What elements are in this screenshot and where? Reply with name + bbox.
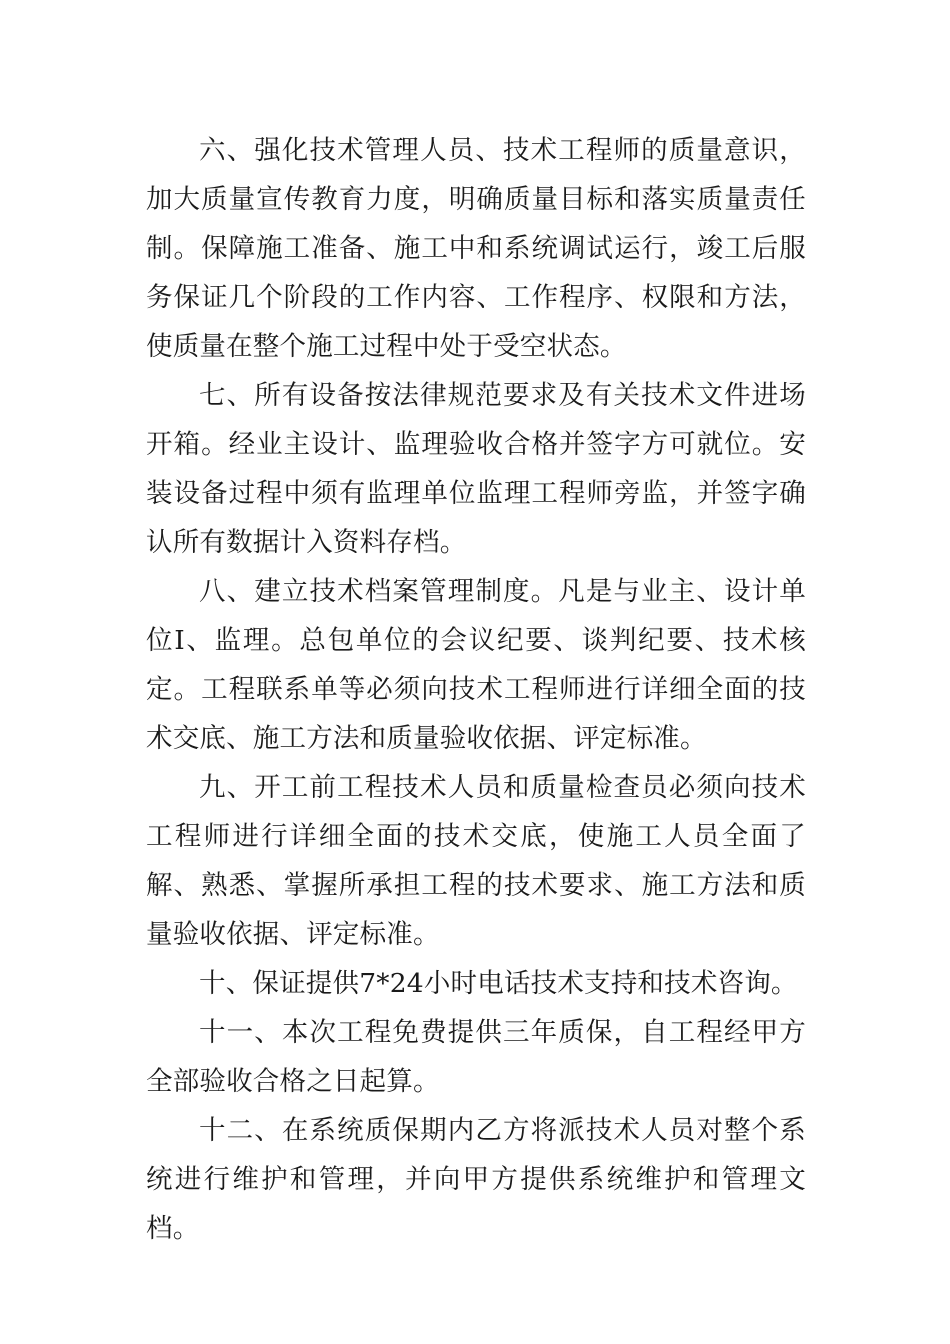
paragraph-seven: 七、所有设备按法律规范要求及有关技术文件进场开箱。经业主设计、监理验收合格并签字方可就位。安装设备过程中须有监理单位监理工程师旁监，并签字确认所有数据计入资料存档。 [146,380,806,558]
paragraph-twelve: 十二、在系统质保期内乙方将派技术人员对整个系统进行维护和管理，并向甲方提供系统维护和管理文档。 [146,1115,806,1244]
paragraph-nine: 九、开工前工程技术人员和质量检查员必须向技术工程师进行详细全面的技术交底，使施工人员全面了解、熟悉、掌握所承担工程的技术要求、施工方法和质量验收依据、评定标准。 [146,772,806,950]
paragraph-ten: 十、保证提供7*24小时电话技术支持和技术咨询。 [199,968,798,999]
paragraph-eight: 八、建立技术档案管理制度。凡是与业主、设计单位I、监理。总包单位的会议纪要、谈判纪要、技术核定。工程联系单等必须向技术工程师进行详细全面的技术交底、施工方法和质量验收依据、评定标准。 [146,576,806,754]
paragraph-six: 六、强化技术管理人员、技术工程师的质量意识，加大质量宣传教育力度，明确质量目标和落实质量责任制。保障施工准备、施工中和系统调试运行，竣工后服务保证几个阶段的工作内容、工作程序、权限和方法，使质量在整个施工过程中处于受空状态。 [146,135,806,362]
document-body [146,126,806,1253]
paragraph-eleven: 十一、本次工程免费提供三年质保，自工程经甲方全部验收合格之日起算。 [146,1017,806,1097]
